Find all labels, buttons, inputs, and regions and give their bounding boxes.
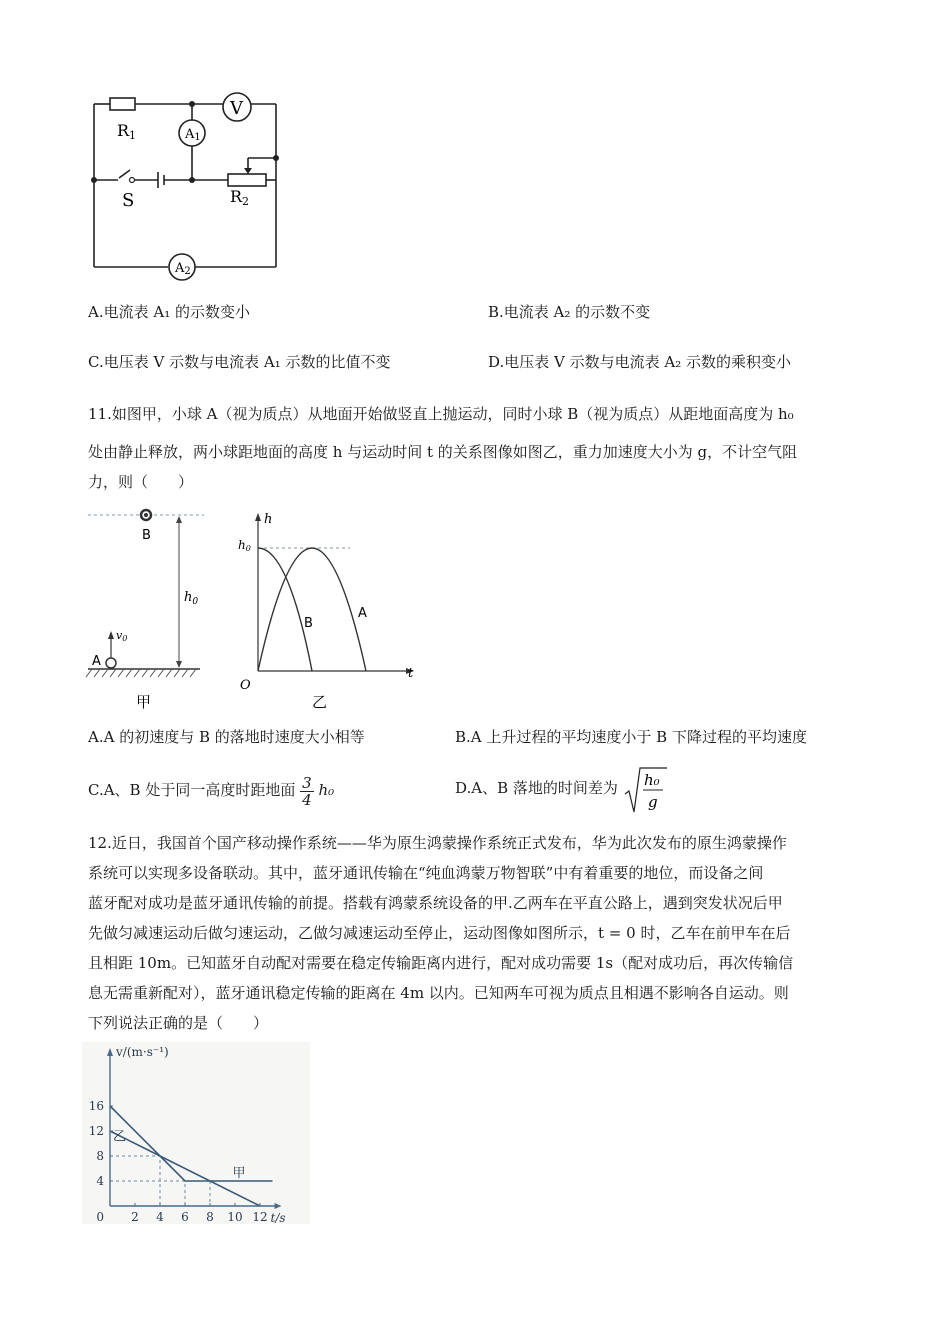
label-A2-sub: 2 xyxy=(184,266,191,277)
x-tick-label: 4 xyxy=(156,1210,164,1224)
y-tick-label: 8 xyxy=(96,1149,104,1163)
sqrt-denominator: g xyxy=(647,792,658,811)
h0-label: h xyxy=(184,590,193,605)
h0-label-sub: 0 xyxy=(192,597,199,607)
q12-stem-line7: 下列说法正确的是（ ） xyxy=(88,1014,269,1032)
y-tick-label: 12 xyxy=(88,1124,104,1138)
q11-stem-line3: 力，则（ ） xyxy=(88,473,194,491)
q10-option-c: C.电压表 V 示数与电流表 A₁ 示数的比值不变 xyxy=(88,353,391,371)
svg-text:h0 xyxy=(238,538,251,553)
figure-yi xyxy=(230,505,425,715)
q10-option-d: D.电压表 V 示数与电流表 A₂ 示数的乘积变小 xyxy=(488,353,792,371)
v0-label: v xyxy=(116,629,123,642)
q11-option-c xyxy=(88,770,334,810)
svg-text:h0 xyxy=(184,590,198,607)
x-tick-label: 6 xyxy=(181,1210,189,1224)
svg-text:v0 xyxy=(116,629,127,643)
guide-t6-v4 xyxy=(110,1181,185,1206)
curve-B-label: B xyxy=(304,616,313,631)
series-yi-label: 乙 xyxy=(113,1129,127,1145)
sqrt-expression xyxy=(623,763,667,816)
label-A2: A xyxy=(175,261,185,276)
q11-stem-line2: 处由静止释放，两小球距地面的高度 h 与运动时间 t 的关系图像如图乙，重力加速度大小为 g，不计空气阻 xyxy=(88,443,798,461)
label-R2-sub: 2 xyxy=(242,195,250,208)
figure-jia xyxy=(84,505,210,715)
label-R2: R xyxy=(230,187,243,206)
ball-B-label: B xyxy=(142,528,151,543)
t-axis-label: t xyxy=(408,666,414,681)
curve-B xyxy=(258,548,312,671)
label-R1-sub: 1 xyxy=(129,129,137,142)
label-V: V xyxy=(230,98,243,119)
figure-yi-caption: 乙 xyxy=(312,693,328,711)
q11-option-d-text: D.A、B 落地的时间差为 xyxy=(455,779,618,797)
x-tick-label: 10 xyxy=(227,1210,243,1224)
q11-option-c-h0: h₀ xyxy=(318,781,335,799)
circuit-diagram xyxy=(80,82,300,282)
x-tick-label: 8 xyxy=(206,1210,214,1224)
q12-stem-line6: 息无需重新配对），蓝牙通讯稳定传输的距离在 4m 以内。已知两车可视为质点且相遇不影响各自运动。则 xyxy=(88,984,789,1002)
y-tick-label: 4 xyxy=(96,1174,104,1188)
x-tick-label: 12 xyxy=(252,1210,268,1224)
h-axis-label: h xyxy=(264,512,273,527)
y-axis-arrow xyxy=(107,1048,113,1056)
series-jia-label: 甲 xyxy=(232,1166,246,1181)
q11-option-c-text: C.A、B 处于同一高度时距地面 xyxy=(88,781,296,799)
ball-A-label: A xyxy=(92,654,101,669)
x-axis-arrow xyxy=(275,1203,282,1209)
q11-option-d xyxy=(455,762,667,816)
q11-option-b: B.A 上升过程的平均速度小于 B 下降过程的平均速度 xyxy=(455,728,807,746)
curve-A-label: A xyxy=(358,606,367,621)
q12-stem-line1: 12.近日，我国首个国产移动操作系统——华为原生鸿蒙操作系统正式发布，华为此次发布的原生鸿蒙操作 xyxy=(88,834,787,852)
h0-tick-label: h xyxy=(238,538,246,552)
x-tick-label: 2 xyxy=(131,1210,139,1224)
v0-label-sub: 0 xyxy=(122,634,128,643)
label-A1-sub: 1 xyxy=(194,132,201,143)
q10-option-a: A.电流表 A₁ 的示数变小 xyxy=(88,303,250,321)
vt-chart xyxy=(82,1042,310,1224)
label-S: S xyxy=(122,190,135,211)
q12-stem-line5: 且相距 10m。已知蓝牙自动配对需要在稳定传输距离内进行，配对成功需要 1s（配对成功后，再次传输信 xyxy=(88,954,794,972)
figure-jia-caption: 甲 xyxy=(136,693,152,711)
origin-label: O xyxy=(240,678,251,693)
x-axis-label: t/s xyxy=(270,1211,286,1224)
y-tick-label: 16 xyxy=(88,1099,104,1113)
h0-tick-label-sub: 0 xyxy=(245,544,251,553)
fraction-denominator: 4 xyxy=(302,790,312,809)
q12-stem-line3: 蓝牙配对成功是蓝牙通讯传输的前提。搭载有鸿蒙系统设备的甲.乙两车在平直公路上，遇到突发状况后甲 xyxy=(88,894,783,912)
ball-A xyxy=(106,658,116,668)
curve-A xyxy=(258,548,366,671)
label-A1: A xyxy=(185,127,195,142)
q12-stem-line4: 先做匀减速运动后做匀速运动，乙做匀减速运动至停止，运动图像如图所示，t = 0 时，乙车在前甲车在后 xyxy=(88,924,791,942)
fraction-three-quarters xyxy=(300,775,314,808)
label-R1: R xyxy=(117,121,130,140)
y-axis-label: v/(m·s⁻¹) xyxy=(116,1045,169,1059)
svg-text:R1 xyxy=(117,121,136,142)
q10-option-b: B.电流表 A₂ 的示数不变 xyxy=(488,303,651,321)
q12-stem-line2: 系统可以实现多设备联动。其中，蓝牙通讯传输在“纯血鸿蒙万物智联”中有着重要的地位，而设备之间 xyxy=(88,864,764,882)
svg-text:R2 xyxy=(230,187,249,208)
q11-stem-line1: 11.如图甲，小球 A（视为质点）从地面开始做竖直上抛运动，同时小球 B（视为质点）从距地面高度为 h₀ xyxy=(88,405,794,423)
y-tick-label: 0 xyxy=(96,1210,104,1224)
sqrt-numerator: h₀ xyxy=(643,770,660,789)
fraction-numerator: 3 xyxy=(302,773,312,792)
q11-option-a: A.A 的初速度与 B 的落地时速度大小相等 xyxy=(88,728,365,746)
